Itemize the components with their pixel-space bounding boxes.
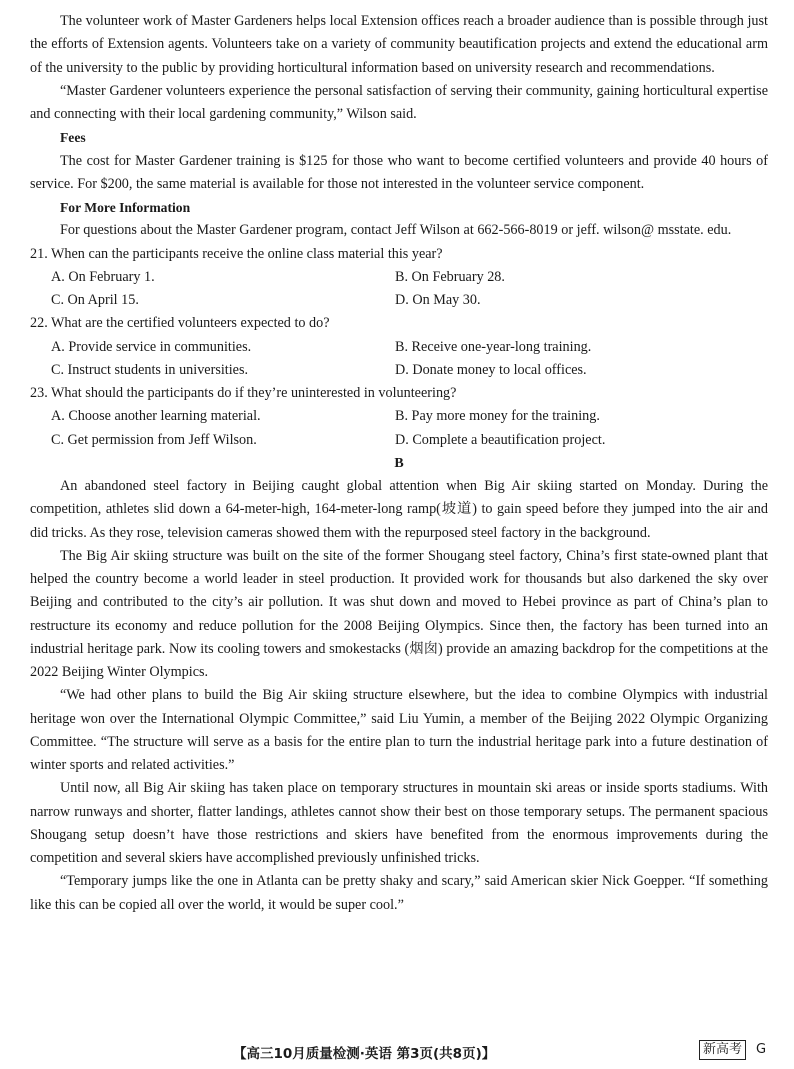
passage-b-paragraph-3: “We had other plans to build the Big Air skiing structure elsewhere, but the idea to combine Olympics with industrial heritage won over the International Olympic Committee,” said Liu Yumin, a member of the Beijing 2022 Olympic Organizing Committee. “The structure will serve as a basis for the entire plan to turn the industrial heritage park into a future destination of winter sports and related activities.”	[30, 687, 768, 773]
option-a: A. On February 1.	[51, 268, 155, 285]
question-stem: 21. When can the participants receive the online class material this year?	[30, 245, 443, 262]
question-options	[30, 405, 768, 452]
question-21	[30, 243, 768, 313]
option-d: D. On May 30.	[395, 292, 481, 308]
option-b: B. Receive one-year-long training.	[395, 338, 592, 355]
passage-b-paragraph-2: The Big Air skiing structure was built on the site of the former Shougang steel factory, China’s first state-owned plant that helped the country become a world leader in steel production. It provided work for thousands but also darkened the sky over Beijing and contributed to the city’s air pollution. It was shut down and moved to Hebei province as part of China’s plan to restructure its economy and reduce pollution for the 2008 Beijing Olympics. Since then, the factory has been turned into an industrial heritage park. Now its cooling towers and smokestacks (烟囱) provide an amazing backdrop for the competitions at the 2022 Beijing Winter Olympics.	[30, 547, 768, 680]
option-d: D. Donate money to local offices.	[395, 361, 587, 378]
passage-b-paragraph-1: An abandoned steel factory in Beijing caught global attention when Big Air skiing started on Monday. During the competition, athletes slid down a 64-meter-high, 164-meter-long ramp(坡道) to gain speed before they jumped into the air and did tricks. As they rose, television cameras showed them with the repurposed steel factory in the background.	[30, 478, 768, 541]
option-b: B. On February 28.	[395, 268, 505, 285]
question-stem: 23. What should the participants do if they’re uninterested in volunteering?	[30, 385, 457, 401]
question-options	[30, 266, 768, 313]
page-footer	[0, 1042, 794, 1066]
option-a: A. Choose another learning material.	[51, 408, 261, 425]
passage-a-paragraph-2: “Master Gardener volunteers experience the personal satisfaction of serving their community, gaining horticultural expertise and connecting with their local gardening community,” Wilson said.	[30, 82, 768, 122]
option-c: C. Get permission from Jeff Wilson.	[51, 431, 257, 448]
option-c: C. On April 15.	[51, 292, 139, 308]
option-a: A. Provide service in communities.	[51, 338, 252, 355]
more-info-paragraph: For questions about the Master Gardener program, contact Jeff Wilson at 662-566-8019 or jeff. wilson@ msstate. edu.	[60, 222, 732, 239]
passage-a-paragraph-1: The volunteer work of Master Gardeners helps local Extension offices reach a broader audience than is possible through just the efforts of Extension agents. Volunteers take on a variety of community beautification projects and extend the educational arm of the university to the public by providing horticultural information based on university research and recommendations.	[30, 13, 768, 76]
footer-code: G	[756, 1042, 767, 1057]
footer-exam-info: 【高三10月质量检测·英语 第3页(共8页)】	[233, 1046, 496, 1062]
footer-tag-box: 新高考	[699, 1040, 746, 1060]
option-c: C. Instruct students in universities.	[51, 361, 249, 378]
fees-paragraph: The cost for Master Gardener training is $125 for those who want to become certified volunteers and provide 40 hours of service. For $200, the same material is available for those not interested in the volunteer service component.	[30, 152, 768, 192]
page-body	[30, 10, 768, 917]
passage-b-paragraph-5: “Temporary jumps like the one in Atlanta can be pretty shaky and scary,” said American skier Nick Goepper. “If something like this can be copied all over the world, it would be super cool.”	[30, 873, 768, 913]
option-d: D. Complete a beautification project.	[395, 431, 606, 448]
option-b: B. Pay more money for the training.	[395, 408, 600, 425]
question-23	[30, 382, 768, 452]
question-stem: 22. What are the certified volunteers expected to do?	[30, 315, 330, 332]
fees-heading: Fees	[60, 130, 86, 146]
question-options	[30, 336, 768, 383]
more-info-heading: For More Information	[60, 200, 191, 215]
question-22	[30, 312, 768, 382]
passage-b-label: B	[394, 455, 404, 471]
passage-b-paragraph-4: Until now, all Big Air skiing has taken place on temporary structures in mountain ski areas or inside sports stadiums. With narrow runways and shorter, flatter landings, athletes cannot show their best on those temporary setups. The permanent spacious Shougang setup doesn’t have those restrictions and skiers have benefited from the enormous improvements during the competition and several skiers have accomplished previously unfinished tricks.	[30, 780, 768, 866]
